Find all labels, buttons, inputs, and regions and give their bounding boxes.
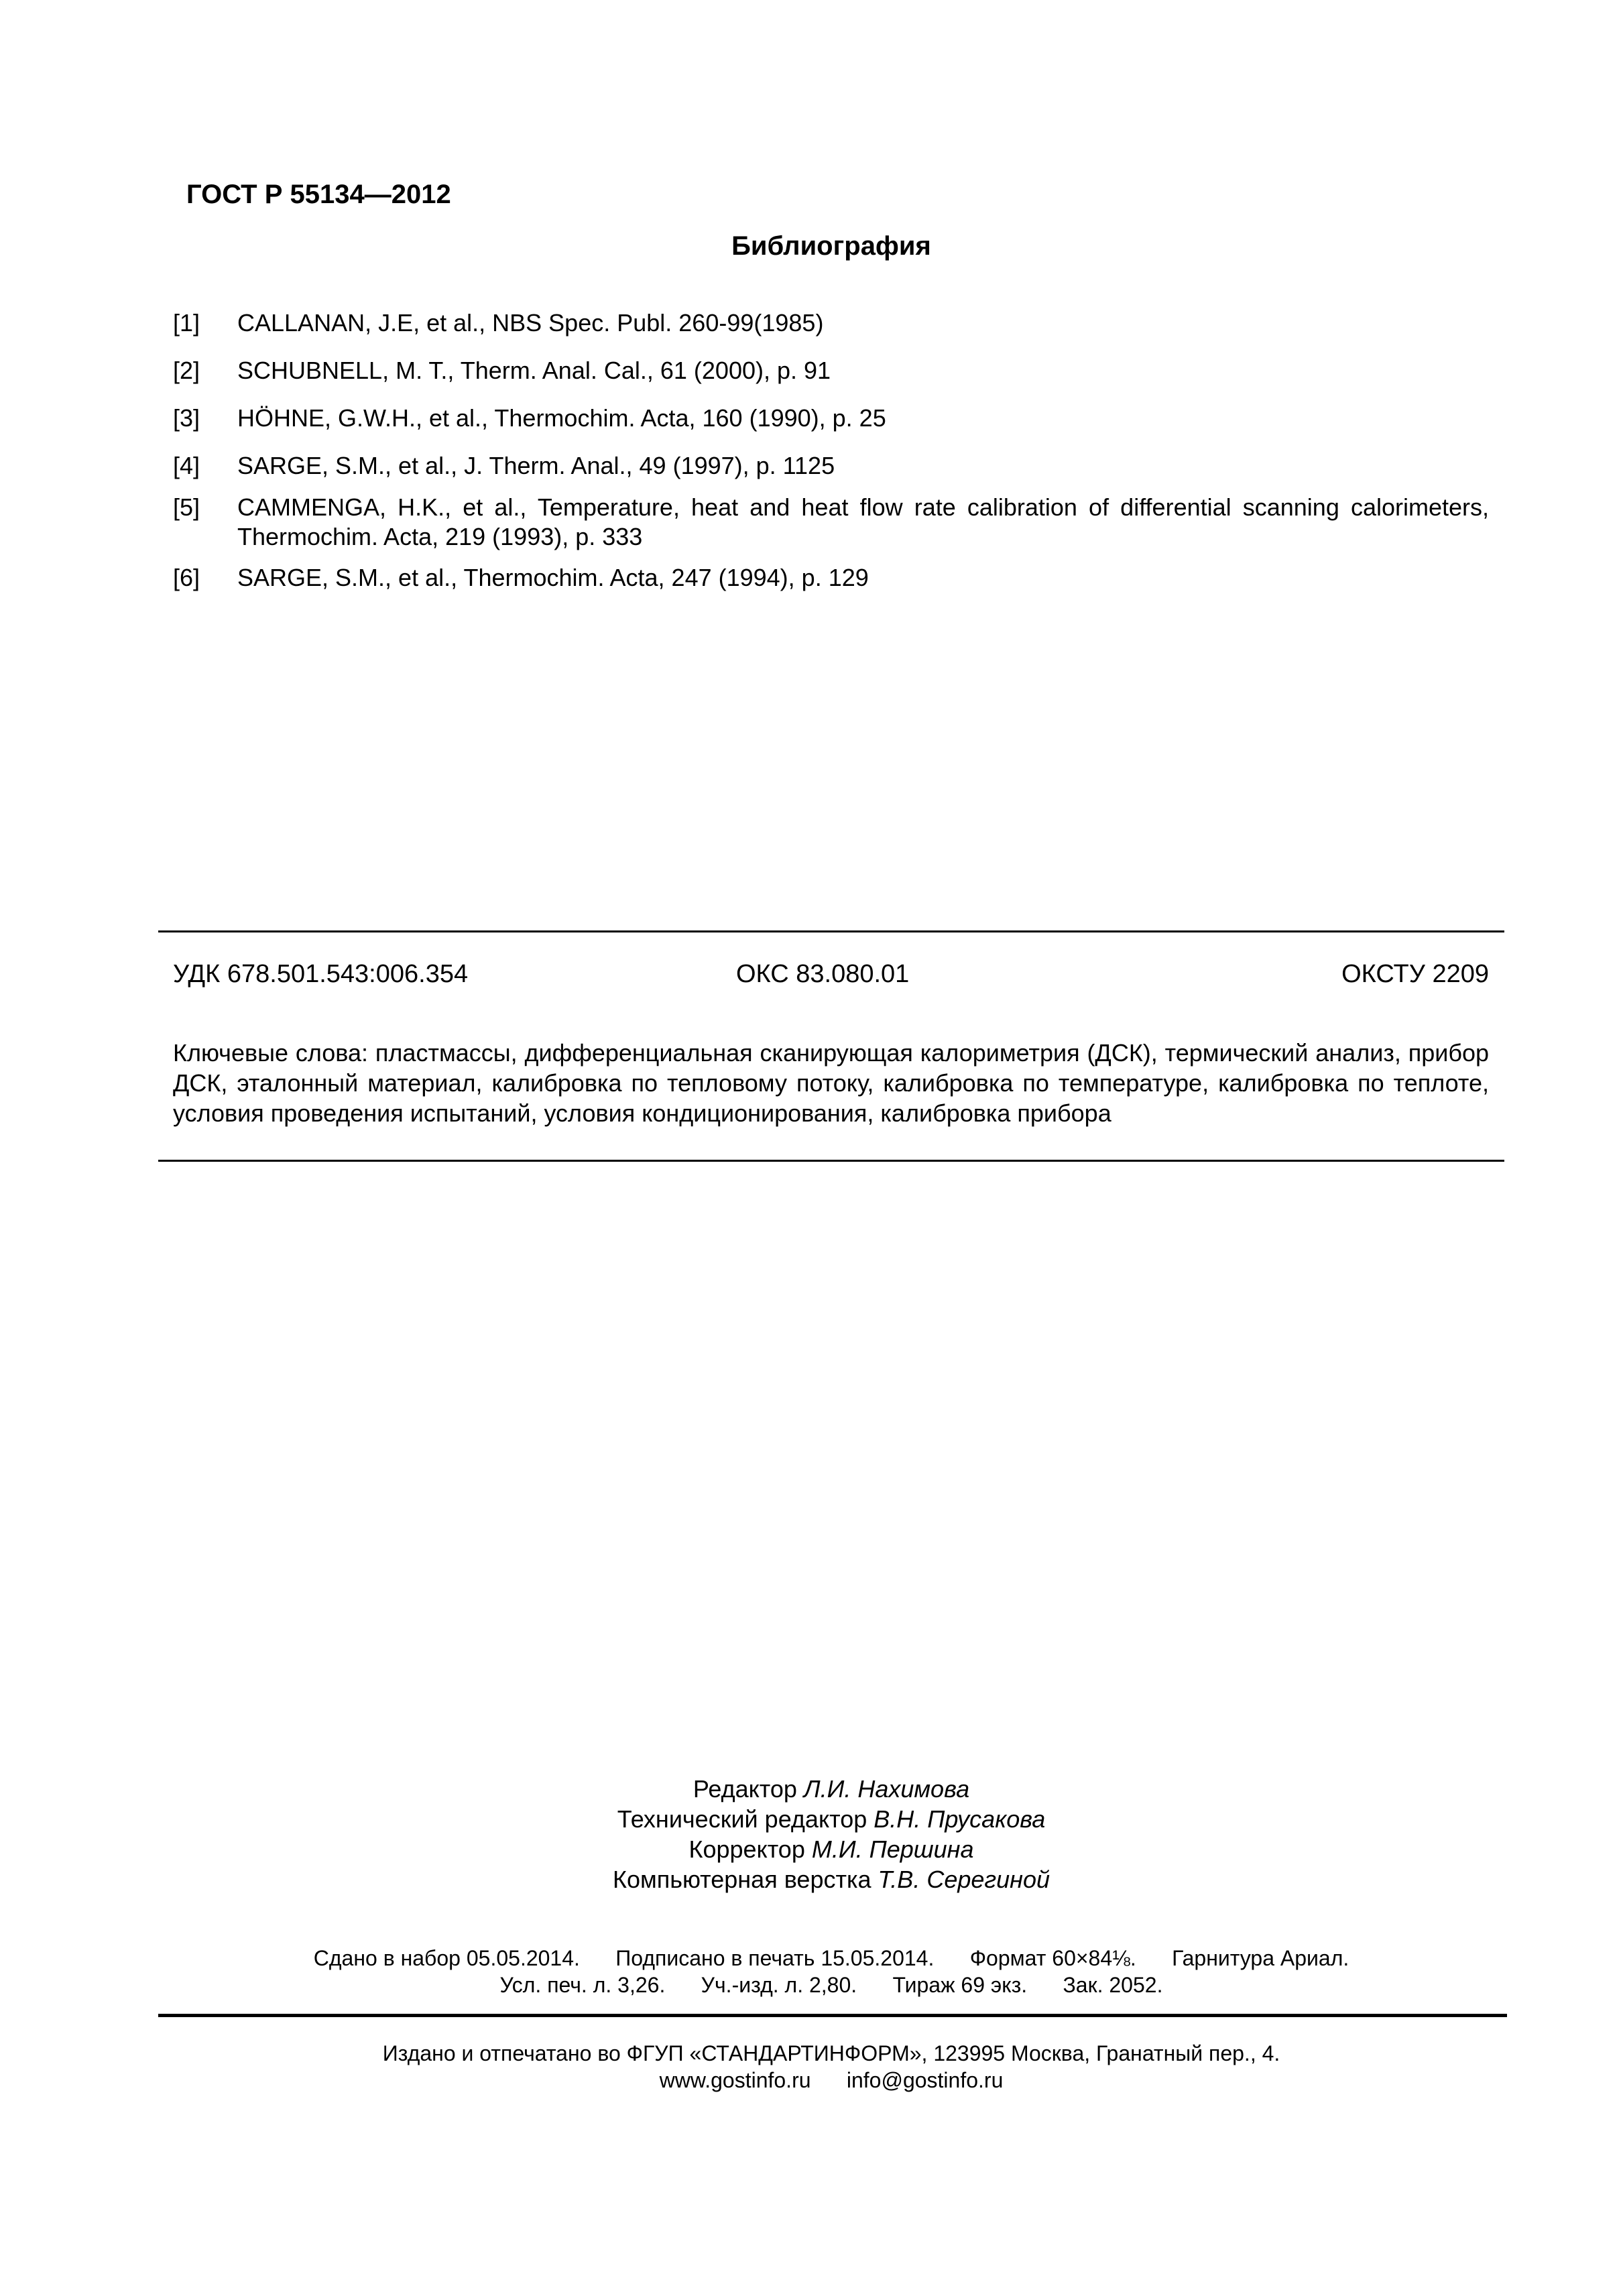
bibliography-item <box>173 308 1489 338</box>
credit-role: Компьютерная верстка <box>612 1866 878 1893</box>
email-link[interactable]: info@gostinfo.ru <box>846 2068 1004 2092</box>
document-code: ГОСТ Р 55134—2012 <box>186 180 451 209</box>
credit-line <box>0 1804 1623 1834</box>
credit-name: В.Н. Прусакова <box>874 1805 1046 1833</box>
bibliography-title: Библиография <box>731 231 931 261</box>
bibliography-item-number: [1] <box>173 309 200 337</box>
keywords: Ключевые слова: пластмассы, дифференциальная сканирующая калориметрия (ДСК), термический анализ, прибор ДСК, эталонный материал, калибровка по тепловому потоку, калибровка по температуре, калибровка по теплоте, условия проведения испытаний, условия кондиционирования, калибровка прибора <box>173 1039 1489 1127</box>
bibliography-item-text: HÖHNE, G.W.H., et al., Thermochim. Acta, 160 (1990), p. 25 <box>237 404 886 432</box>
website-link[interactable]: www.gostinfo.ru <box>659 2068 811 2092</box>
publication-info-line: Усл. печ. л. 3,26. Уч.-изд. л. 2,80. Тираж 69 экз. Зак. 2052. <box>499 1973 1163 1997</box>
credit-name: Т.В. Серегиной <box>878 1866 1050 1893</box>
credit-line <box>0 1864 1623 1894</box>
publication-info <box>0 1945 1623 1998</box>
credit-name: Л.И. Нахимова <box>803 1775 970 1803</box>
bibliography-item-number: [4] <box>173 452 200 479</box>
credit-line <box>0 1774 1623 1804</box>
printer-address: Издано и отпечатано во ФГУП «СТАНДАРТИНФОРМ», 123995 Москва, Гранатный пер., 4. <box>382 2041 1280 2065</box>
bibliography-item-text: SCHUBNELL, M. T., Therm. Anal. Cal., 61 (2000), p. 91 <box>237 357 831 384</box>
okstu-code: ОКСТУ 2209 <box>1341 960 1489 988</box>
udk-code: УДК 678.501.543:006.354 <box>173 960 469 988</box>
bibliography-item <box>173 563 1489 593</box>
bibliography-item <box>173 404 1489 433</box>
credit-name: М.И. Першина <box>811 1835 974 1863</box>
bibliography-item-text: SARGE, S.M., et al., J. Therm. Anal., 49 (1997), p. 1125 <box>237 452 835 479</box>
bibliography-item-number: [3] <box>173 404 200 432</box>
divider <box>158 930 1504 932</box>
bibliography-item-number: [2] <box>173 357 200 384</box>
divider <box>158 1160 1504 1162</box>
credit-role: Редактор <box>693 1775 797 1803</box>
bibliography-item-number: [6] <box>173 564 200 591</box>
bibliography-item <box>173 493 1489 552</box>
bibliography-item-number: [5] <box>173 493 200 521</box>
printer-contacts <box>0 2067 1623 2094</box>
bibliography-item-text: SARGE, S.M., et al., Thermochim. Acta, 247 (1994), p. 129 <box>237 564 869 591</box>
bibliography-item <box>173 356 1489 385</box>
bibliography-item-text: CAMMENGA, H.K., et al., Temperature, heat and heat flow rate calibration of differential scanning calorimeters, Thermochim. Acta, 219 (1993), p. 333 <box>237 493 1489 550</box>
bibliography-item-text: CALLANAN, J.E, et al., NBS Spec. Publ. 260-99(1985) <box>237 309 824 337</box>
credit-role: Технический редактор <box>617 1805 867 1833</box>
publication-info-line: Сдано в набор 05.05.2014. Подписано в печать 15.05.2014. Формат 60×84⅛. Гарнитура Ариал. <box>313 1946 1349 1970</box>
printer-info <box>0 2040 1623 2094</box>
bibliography-item <box>173 451 1489 481</box>
credit-line <box>0 1834 1623 1864</box>
credit-role: Корректор <box>688 1835 805 1863</box>
divider <box>158 2014 1507 2017</box>
classification-row <box>173 959 1489 989</box>
oks-code: ОКС 83.080.01 <box>736 960 910 988</box>
credits <box>0 1774 1623 1894</box>
